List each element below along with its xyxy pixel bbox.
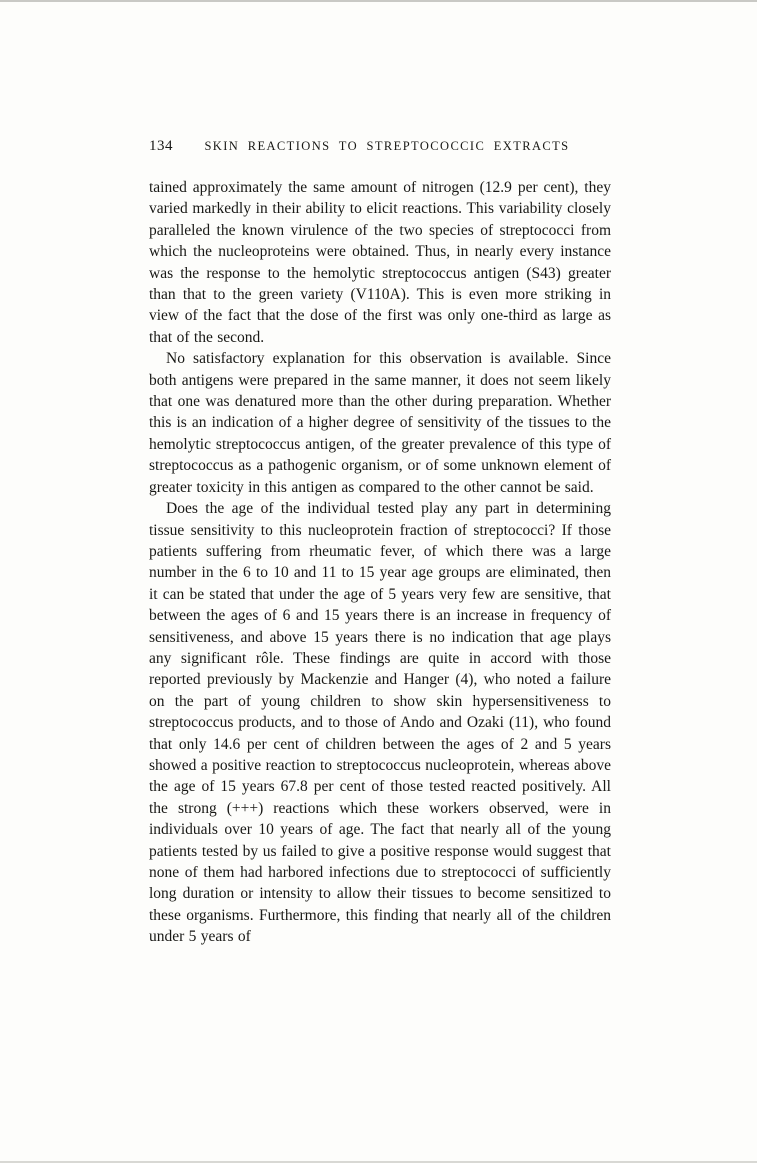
scan-edge-top	[0, 0, 757, 2]
body-text	[149, 177, 611, 948]
page-number: 134	[149, 138, 173, 154]
document-page	[149, 138, 611, 948]
paragraph: Does the age of the individual tested play any part in determining tissue sensitivity to this nucleoprotein fraction of streptococci? If those patients suffering from rheumatic fever, of which there was a large number in the 6 to 10 and 11 to 15 year age groups are eliminated, then it can be stated that under the age of 5 years very few are sensitive, that between the ages of 6 and 15 years there is an increase in frequency of sensitiveness, and above 15 years there is no indication that age plays any significant rôle. These findings are quite in accord with those reported previously by Mackenzie and Hanger (4), who noted a failure on the part of young children to show skin hypersensitiveness to streptococcus products, and to those of Ando and Ozaki (11), who found that only 14.6 per cent of children between the ages of 2 and 5 years showed a positive reaction to streptococcus nucleoprotein, whereas above the age of 15 years 67.8 per cent of those tested reacted positively. All the strong (+++) reactions which these workers observed, were in individuals over 10 years of age. The fact that nearly all of the young patients tested by us failed to give a positive response would suggest that none of them had harbored infections due to streptococci of sufficiently long duration or intensity to allow their tissues to become sensitized to these organisms. Furthermore, this finding that nearly all of the children under 5 years of	[149, 500, 611, 946]
paragraph: No satisfactory explanation for this observation is available. Since both antigens were prepared in the same manner, it does not seem likely that one was denatured more than the other during preparation. Whether this is an indication of a higher degree of sensitivity of the tissues to the hemolytic streptococcus antigen, of the greater prevalence of this type of streptococcus as a pathogenic organism, or of some unknown element of greater toxicity in this antigen as compared to the other cannot be said.	[149, 350, 611, 496]
page-header	[149, 138, 611, 155]
running-head: SKIN REACTIONS TO STREPTOCOCCIC EXTRACTS	[204, 139, 570, 153]
paragraph: tained approximately the same amount of nitrogen (12.9 per cent), they varied markedly in their ability to elicit reactions. This variability closely paralleled the known virulence of the two species of streptococci from which the nucleoproteins were obtained. Thus, in nearly every instance was the response to the hemolytic streptococcus antigen (S43) greater than that to the green variety (V110A). This is even more striking in view of the fact that the dose of the first was only one-third as large as that of the second.	[149, 179, 611, 346]
